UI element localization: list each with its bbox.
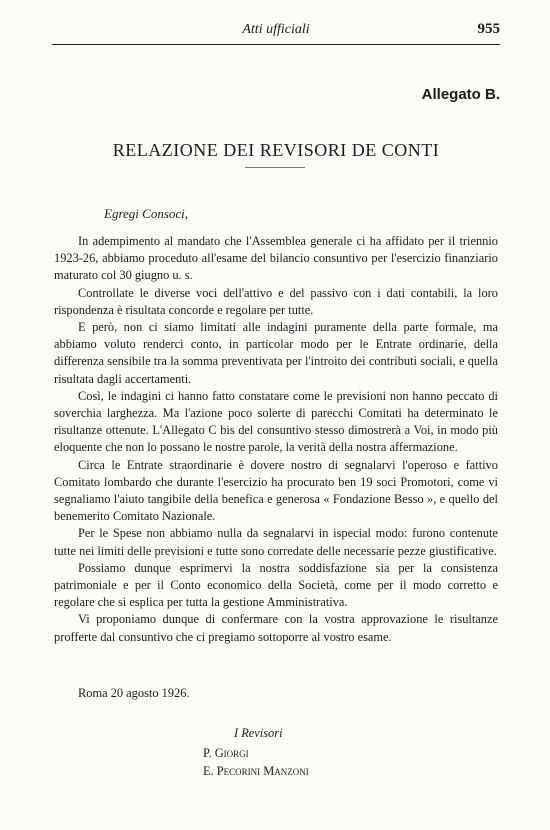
paragraph: Controllate le diverse voci dell'attivo e del passivo con i dati contabili, la loro rispondenza è risultata concorde e regolare per tutte. (54, 285, 498, 317)
page-number: 955 (477, 21, 500, 37)
paragraph: Circa le Entrate straordinarie è dovere nostro di segnalarvi l'operoso e fattivo Comitato lombardo che durante l'esercizio ha procurato ben 19 soci Promotori, come vi segnaliamo l'aiuto tangibile della benefica e generosa « Fondazione Besso », e quello del benemerito Comitato Nazionale. (54, 457, 498, 524)
paragraph: Possiamo dunque esprimervi la nostra soddisfazione sia per la consistenza patrimoniale e per il Conto economico della Società, come per il modo corretto e regolare che si esplica per tutta la gestione Amministrativa. (54, 560, 498, 610)
running-title: Atti ufficiali (242, 22, 310, 37)
document-title: RELAZIONE DEI REVISORI DE CONTI (112, 140, 440, 160)
salutation: Egregi Consoci, (104, 206, 189, 221)
paragraph: Vi proponiamo dunque di confermare con la vostra approvazione le risultanze profferte dal consuntivo che ci pregiamo sottoporre al vostro esame. (54, 612, 498, 644)
paragraph: In adempimento al mandato che l'Assemblea generale ci ha affidato per il triennio 1923-26, abbiamo proceduto all'esame del bilancio consuntivo per l'esercizio finanziario maturato col 30 giugno u. s. (54, 234, 498, 283)
paragraph: Per le Spese non abbiamo nulla da segnalarvi in ispecial modo: furono contenute tutte nei limiti delle previsioni e tutte sono corredate delle necessarie pezze giustificative. (54, 526, 498, 558)
date-line: Roma 20 agosto 1926. (78, 686, 190, 700)
signatory-name: P. Giorgi (203, 746, 249, 760)
title-ornament (245, 167, 305, 168)
report-body (54, 233, 498, 646)
header-rule (52, 44, 500, 45)
annex-label: Allegato B. (421, 86, 500, 103)
signature-heading: I Revisori (234, 726, 283, 740)
running-header (52, 20, 500, 40)
paragraph: E però, non ci siamo limitati alle indagini puramente della parte formale, ma abbiamo voluto renderci conto, in particolar modo per le Entrate ordinarie, della differenza sensibile tra la somma preventivata per l'introito dei contributi sociali, e quella risultata dagli accertamenti. (54, 320, 498, 386)
paragraph: Così, le indagini ci hanno fatto constatare come le previsioni non hanno peccato di soverchia larghezza. Ma l'azione poco solerte di parecchi Comitati ha determinato le risultanze ottenute. L'Allegato C bis del consuntivo stesso dimostrerà a Voi, in modo più eloquente che non lo possano le nostre parole, la verità della nostra affermazione. (54, 388, 498, 455)
signatory-name: E. Pecorini Manzoni (203, 764, 309, 778)
